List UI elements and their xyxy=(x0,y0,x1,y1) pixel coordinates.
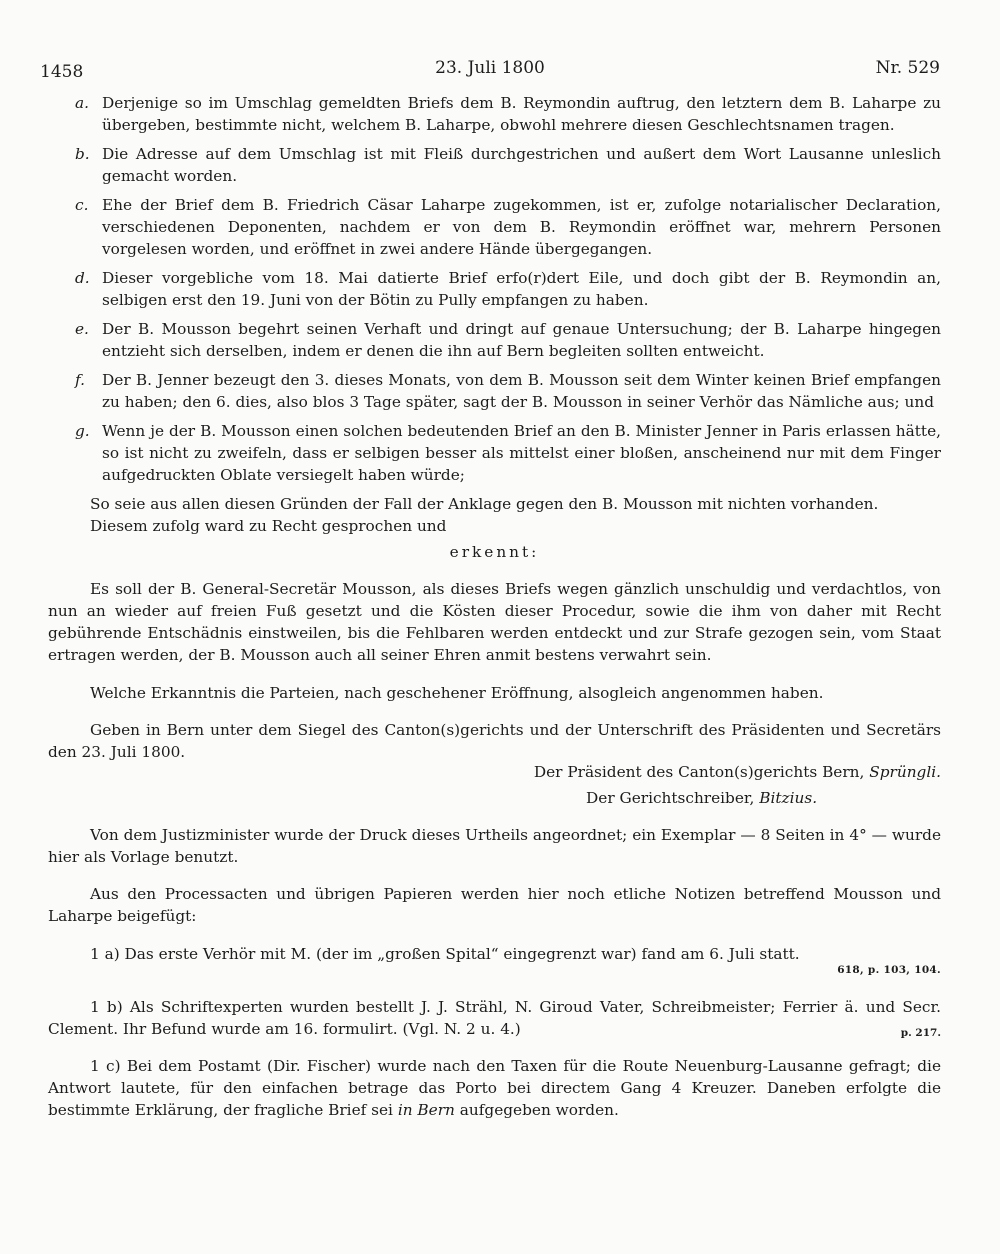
note-1c-text-end: aufgegeben worden. xyxy=(459,1101,619,1120)
item-marker: a. xyxy=(75,94,89,112)
item-text: Die Adresse auf dem Umschlag ist mit Fleiß durchgestrichen und außert dem Wort Lausanne unleslich gemacht worden. xyxy=(102,145,941,185)
page-number: 1458 xyxy=(40,62,84,82)
page-header xyxy=(40,58,940,84)
note-1c-emphasis: in Bern xyxy=(397,1101,455,1120)
list-item xyxy=(48,194,941,260)
list-item xyxy=(48,369,941,413)
verdict-heading: erkennt: xyxy=(449,543,540,561)
list-item xyxy=(48,267,941,311)
item-marker: d. xyxy=(75,269,90,287)
item-marker: c. xyxy=(75,196,89,214)
paragraph-given: Geben in Bern unter dem Siegel des Canton(s)gerichts und der Unterschrift des Präsidenten und Secretärs den 23. Juli 1800. xyxy=(48,720,941,761)
item-text: Wenn je der B. Mousson einen solchen bedeutenden Brief an den B. Minister Jenner in Paris erlassen hätte, so ist nicht zu zweifeln, dass er selbigen besser als mittelst einer bloßen, anscheinend nur mit dem Finger aufgedruckten Oblate versiegelt haben würde; xyxy=(102,422,941,484)
signature-name: Sprüngli. xyxy=(869,762,941,781)
paragraph-print-note: Von dem Justizminister wurde der Druck dieses Urtheils angeordnet; ein Exemplar — 8 Seiten in 4° — wurde hier als Vorlage benutzt. xyxy=(48,826,941,867)
item-text: Dieser vorgebliche vom 18. Mai datierte Brief erfo(r)dert Eile, und doch gibt der B. Reymondin an, selbigen erst den 19. Juni von der Bötin zu Pully empfangen zu haben. xyxy=(102,269,941,309)
signature-president xyxy=(48,761,941,783)
signature-clerk xyxy=(48,787,941,809)
signature-title: Der Gerichtschreiber, xyxy=(586,788,755,807)
note-1b-reference: p. 217. xyxy=(900,1027,941,1040)
item-text: Der B. Jenner bezeugt den 3. dieses Monats, von dem B. Mousson seit dem Winter keinen Brief empfangen zu haben; den 6. dies, also blos 3 Tage später, sagt der B. Mousson in seiner Verhör das Nämliche aus; und xyxy=(102,371,941,411)
item-marker: b. xyxy=(75,145,90,163)
note-1c xyxy=(48,1055,941,1121)
item-marker: g. xyxy=(75,422,90,440)
list-item xyxy=(48,143,941,187)
item-marker: f. xyxy=(75,371,85,389)
note-1a-reference: 618, p. 103, 104. xyxy=(837,963,941,976)
note-1b-text: 1 b) Als Schriftexperten wurden bestellt J. J. Strähl, N. Giroud Vater, Schreibmeister; Ferrier ä. und Secr. Clement. Ihr Befund wurde am 16. formulirt. (Vgl. N. 2 u. 4.) xyxy=(48,998,941,1039)
document-number: Nr. 529 xyxy=(875,58,940,78)
header-date: 23. Juli 1800 xyxy=(435,58,545,78)
paragraph-acceptance: Welche Erkanntnis die Parteien, nach geschehener Eröffnung, alsogleich angenommen haben. xyxy=(90,683,824,702)
item-text: Ehe der Brief dem B. Friedrich Cäsar Laharpe zugekommen, ist er, zufolge notarialischer Declaration, verschiedenen Deponenten, nachdem er von dem B. Reymondin eröffnet war, mehrern Personen vorgelesen worden, und eröffnet in zwei andere Hände übergegangen. xyxy=(102,196,941,258)
paragraph-conclusion: So seie aus allen diesen Gründen der Fall der Anklage gegen den B. Mousson mit nichten vorhanden. xyxy=(90,495,879,513)
item-marker: e. xyxy=(75,320,89,338)
item-text: Der B. Mousson begehrt seinen Verhaft und dringt auf genaue Untersuchung; der B. Laharpe hingegen entzieht sich derselben, indem er denen die ihn auf Bern begleiten sollten entweicht. xyxy=(102,320,941,360)
list-item xyxy=(48,318,941,362)
paragraph-verdict: Es soll der B. General-Secretär Mousson, als dieses Briefs wegen gänzlich unschuldig und verdachtlos, von nun an wieder auf freien Fuß gesetzt und die Kösten dieser Procedur, sowie die ihm von daher mit Recht gebührende Entschädnis einstweilen, bis die Fehlbaren werden entdeckt und zur Strafe gezogen sein, vom Staat ertragen werden, der B. Mousson auch all seiner Ehren anmit bestens verwahrt sein. xyxy=(48,580,941,665)
document-body xyxy=(48,92,941,1129)
signature-title: Der Präsident des Canton(s)gerichts Bern, xyxy=(533,762,865,781)
note-1b xyxy=(48,996,941,1040)
list-item xyxy=(48,420,941,486)
paragraph-verdict-intro: Diesem zufolg ward zu Recht gesprochen und xyxy=(90,517,447,535)
item-text: Derjenige so im Umschlag gemeldten Briefs dem B. Reymondin auftrug, den letztern dem B. Laharpe zu übergeben, bestimmte nicht, welchem B. Laharpe, obwohl mehrere diesen Geschlechtsnamen tragen. xyxy=(102,94,941,134)
list-item xyxy=(48,92,941,136)
note-1a: 1 a) Das erste Verhör mit M. (der im „großen Spital“ eingegrenzt war) fand am 6. Juli statt. xyxy=(90,944,800,963)
paragraph-notes-intro: Aus den Processacten und übrigen Papieren werden hier noch etliche Notizen betreffend Mousson und Laharpe beigefügt: xyxy=(48,885,941,926)
signature-name: Bitzius. xyxy=(759,788,818,807)
note-1c-text: 1 c) Bei dem Postamt (Dir. Fischer) wurde nach den Taxen für die Route Neuenburg-Lausanne gefragt; die Antwort lautete, für den einfachen betrage das Porto bei directem Gang 4 Kreuzer. Daneben erfolgte die bestimmte Erklärung, der fragliche Brief sei xyxy=(48,1057,941,1120)
